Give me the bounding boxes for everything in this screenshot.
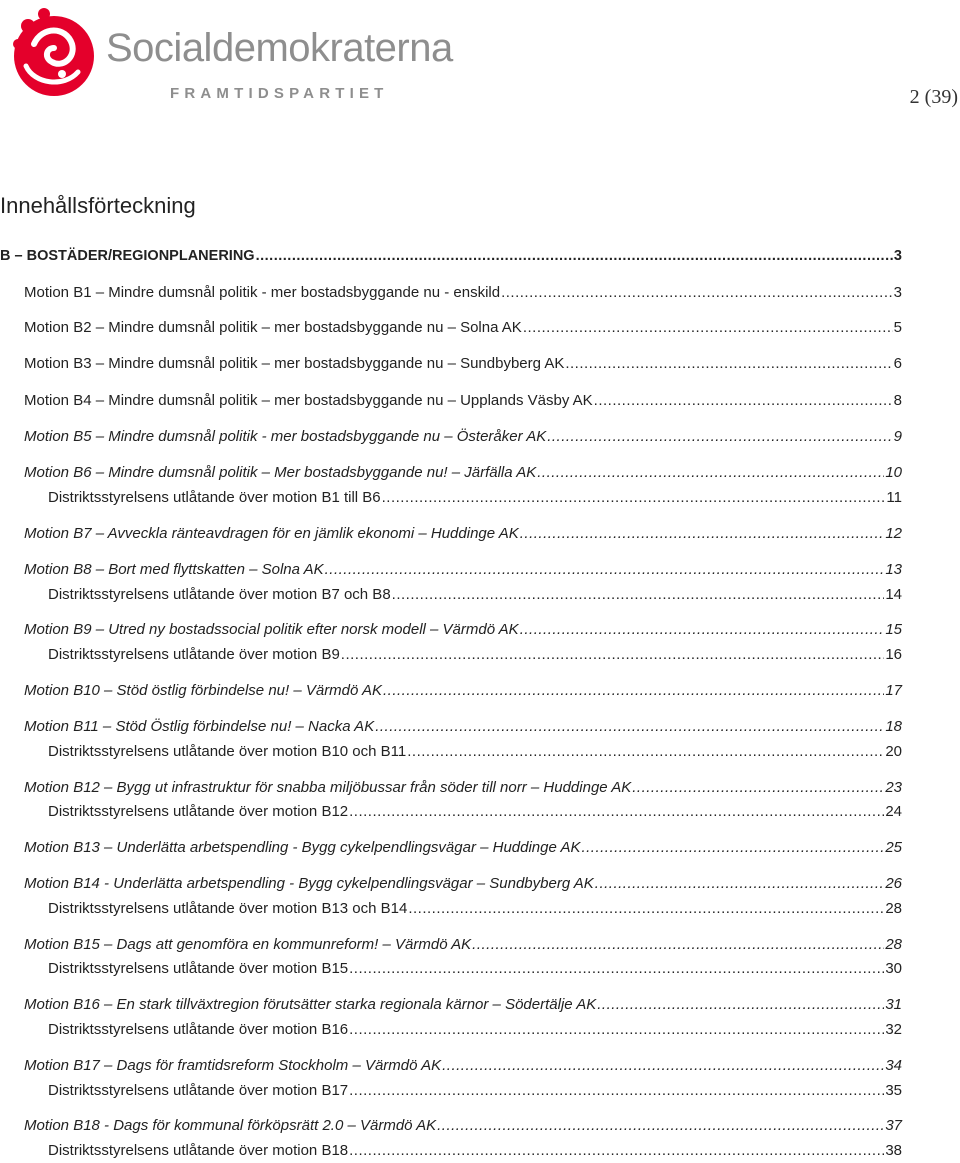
toc-entry-text: Distriktsstyrelsens utlåtande över motion B15 <box>48 960 349 977</box>
toc-entry-text: Motion B17 – Dags för framtidsreform Stockholm – Värmdö AK <box>24 1057 442 1074</box>
toc-entry[interactable] <box>0 246 902 266</box>
toc-entry-text: Distriktsstyrelsens utlåtande över motion B7 och B8 <box>48 586 391 603</box>
toc-entry[interactable] <box>48 802 902 822</box>
toc-entry[interactable] <box>24 1056 902 1076</box>
brand-tagline: FRAMTIDSPARTIET <box>170 85 389 102</box>
toc-entry-text: Distriktsstyrelsens utlåtande över motion B16 <box>48 1021 349 1038</box>
dot-leader <box>341 645 885 665</box>
toc-entry-text: Motion B8 – Bort med flyttskatten – Solna AK <box>24 561 324 578</box>
toc-entry[interactable] <box>24 427 902 447</box>
dot-leader <box>349 1081 884 1101</box>
toc-entry[interactable] <box>24 354 902 374</box>
toc-entry[interactable] <box>48 899 902 919</box>
dot-leader <box>256 246 893 266</box>
dot-leader <box>523 318 893 338</box>
toc-entry[interactable] <box>24 391 902 411</box>
dot-leader <box>383 681 884 701</box>
dot-leader <box>632 778 884 798</box>
toc-entry-page: 18 <box>885 718 902 735</box>
toc-entry-page: 14 <box>885 586 902 603</box>
toc-entry-text: Motion B11 – Stöd Östlig förbindelse nu! – Nacka AK <box>24 718 375 735</box>
toc-entry[interactable] <box>48 1020 902 1040</box>
dot-leader <box>594 391 893 411</box>
toc-entry-text: Distriktsstyrelsens utlåtande över motion B9 <box>48 646 340 663</box>
toc-entry-text: Motion B6 – Mindre dumsnål politik – Mer bostadsbyggande nu! – Järfälla AK <box>24 464 537 481</box>
toc-title: Innehållsförteckning <box>0 193 196 218</box>
toc-entry-page: 8 <box>893 392 902 409</box>
toc-entry[interactable] <box>48 959 902 979</box>
dot-leader <box>392 585 885 605</box>
toc-entry-text: Motion B4 – Mindre dumsnål politik – mer bostadsbyggande nu – Upplands Väsby AK <box>24 392 593 409</box>
toc-entry-page: 12 <box>885 525 902 542</box>
toc-entry-page: 11 <box>886 489 902 506</box>
toc-entry[interactable] <box>24 463 902 483</box>
toc-entry[interactable] <box>48 742 902 762</box>
toc-entry-page: 34 <box>885 1057 902 1074</box>
toc-entry-page: 25 <box>885 839 902 856</box>
toc-entry-page: 26 <box>885 875 902 892</box>
toc-entry[interactable] <box>24 838 902 858</box>
toc-entry-text: Motion B13 – Underlätta arbetspendling - Bygg cykelpendlingsvägar – Huddinge AK <box>24 839 581 856</box>
dot-leader <box>520 620 885 640</box>
toc-entry[interactable] <box>24 681 902 701</box>
toc-entry[interactable] <box>24 995 902 1015</box>
toc-entry[interactable] <box>48 645 902 665</box>
dot-leader <box>437 1116 884 1136</box>
toc-entry-page: 24 <box>885 803 902 820</box>
dot-leader <box>349 1020 884 1040</box>
dot-leader <box>537 463 884 483</box>
toc-entry-page: 5 <box>893 319 902 336</box>
toc-entry-page: 16 <box>885 646 902 663</box>
toc-entry-text: Distriktsstyrelsens utlåtande över motion B12 <box>48 803 349 820</box>
brand-name: Socialdemokraterna <box>106 26 453 70</box>
dot-leader <box>375 717 884 737</box>
toc-entry[interactable] <box>24 620 902 640</box>
toc-entry-text: B – BOSTÄDER/REGIONPLANERING <box>0 248 255 264</box>
toc-entry-page: 37 <box>885 1117 902 1134</box>
toc-entry-text: Distriktsstyrelsens utlåtande över motion B1 till B6 <box>48 489 381 506</box>
toc-entry-text: Motion B18 - Dags för kommunal förköpsrätt 2.0 – Värmdö AK <box>24 1117 437 1134</box>
toc-entry-text: Motion B5 – Mindre dumsnål politik - mer bostadsbyggande nu – Österåker AK <box>24 428 547 445</box>
toc-entry[interactable] <box>48 1081 902 1101</box>
toc-entry-page: 31 <box>885 996 902 1013</box>
toc-entry-text: Motion B2 – Mindre dumsnål politik – mer bostadsbyggande nu – Solna AK <box>24 319 522 336</box>
toc-entry-page: 3 <box>893 248 902 264</box>
toc-entry-text: Motion B9 – Utred ny bostadssocial politik efter norsk modell – Värmdö AK <box>24 621 519 638</box>
toc-entry-page: 20 <box>885 743 902 760</box>
toc-entry-page: 3 <box>893 284 902 301</box>
dot-leader <box>349 1141 884 1161</box>
dot-leader <box>547 427 892 447</box>
dot-leader <box>565 354 892 374</box>
toc-entry[interactable] <box>24 1116 902 1136</box>
dot-leader <box>472 935 884 955</box>
dot-leader <box>597 995 884 1015</box>
dot-leader <box>501 283 893 303</box>
toc-entry-text: Motion B14 - Underlätta arbetspendling - Bygg cykelpendlingsvägar – Sundbyberg AK <box>24 875 594 892</box>
toc-entry[interactable] <box>24 560 902 580</box>
toc-entry-page: 38 <box>885 1142 902 1159</box>
toc-entry[interactable] <box>24 717 902 737</box>
toc-entry[interactable] <box>24 283 902 303</box>
toc-entry-text: Motion B3 – Mindre dumsnål politik – mer bostadsbyggande nu – Sundbyberg AK <box>24 355 565 372</box>
page-number: 2 (39) <box>909 86 958 108</box>
toc-entry-page: 13 <box>885 561 902 578</box>
toc-entry-page: 6 <box>893 355 902 372</box>
dot-leader <box>349 802 884 822</box>
toc-entry-page: 9 <box>893 428 902 445</box>
toc-entry-page: 23 <box>885 779 902 796</box>
toc-entry[interactable] <box>24 524 902 544</box>
toc-entry-text: Distriktsstyrelsens utlåtande över motion B10 och B11 <box>48 743 407 760</box>
toc-entry-page: 35 <box>885 1082 902 1099</box>
dot-leader <box>325 560 885 580</box>
toc-entry-text: Motion B12 – Bygg ut infrastruktur för snabba miljöbussar från söder till norr – Huddinge AK <box>24 779 632 796</box>
toc-entry-page: 10 <box>885 464 902 481</box>
toc-entry-page: 32 <box>885 1021 902 1038</box>
toc-entry-page: 30 <box>885 960 902 977</box>
dot-leader <box>581 838 884 858</box>
toc-entry-page: 15 <box>885 621 902 638</box>
toc-entry-text: Distriktsstyrelsens utlåtande över motion B18 <box>48 1142 349 1159</box>
toc-entry-text: Motion B15 – Dags att genomföra en kommunreform! – Värmdö AK <box>24 936 472 953</box>
toc-entry[interactable] <box>24 874 902 894</box>
dot-leader <box>349 959 884 979</box>
toc-entry-text: Distriktsstyrelsens utlåtande över motion B13 och B14 <box>48 900 408 917</box>
toc-entry[interactable] <box>24 778 902 798</box>
toc-entry-page: 28 <box>885 900 902 917</box>
dot-leader <box>382 488 886 508</box>
toc-entry-text: Distriktsstyrelsens utlåtande över motion B17 <box>48 1082 349 1099</box>
toc-entry[interactable] <box>48 585 902 605</box>
toc-entry-text: Motion B16 – En stark tillväxtregion förutsätter starka regionala kärnor – Södertälje AK <box>24 996 597 1013</box>
toc-entry-text: Motion B1 – Mindre dumsnål politik - mer bostadsbyggande nu - enskild <box>24 284 501 301</box>
dot-leader <box>520 524 885 544</box>
toc-entry[interactable] <box>48 488 902 508</box>
toc-entry[interactable] <box>48 1141 902 1161</box>
toc-entry-page: 28 <box>885 936 902 953</box>
toc-entry-text: Motion B7 – Avveckla ränteavdragen för en jämlik ekonomi – Huddinge AK <box>24 525 519 542</box>
dot-leader <box>408 899 884 919</box>
toc-entry-page: 17 <box>885 682 902 699</box>
dot-leader <box>407 742 884 762</box>
dot-leader <box>595 874 885 894</box>
toc-entry[interactable] <box>24 935 902 955</box>
toc-entry-text: Motion B10 – Stöd östlig förbindelse nu! – Värmdö AK <box>24 682 382 699</box>
toc-entry[interactable] <box>24 318 902 338</box>
dot-leader <box>442 1056 884 1076</box>
